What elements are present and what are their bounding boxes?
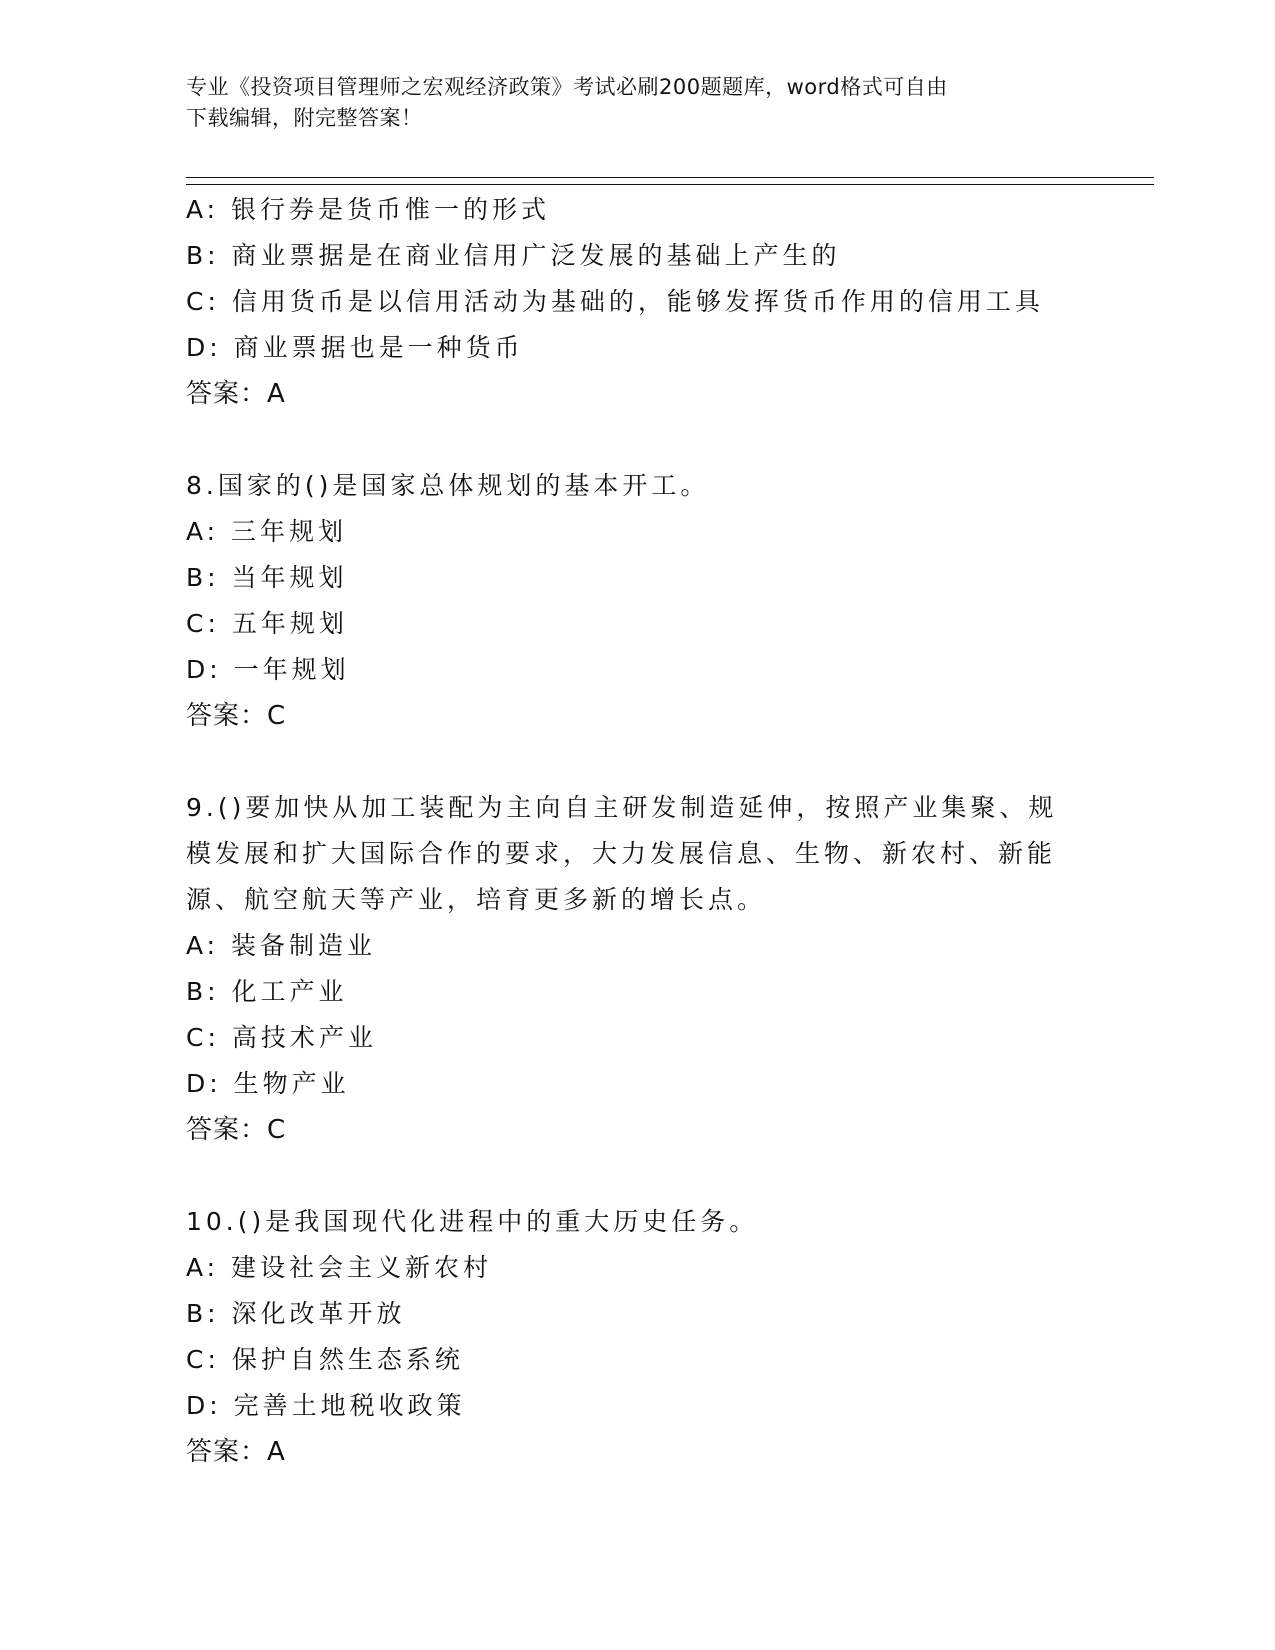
question-stem: 模发展和扩大国际合作的要求，大力发展信息、生物、新农村、新能 [186, 839, 1057, 868]
option-c: C: 高技术产业 [186, 1023, 377, 1052]
option-a: A: 装备制造业 [186, 931, 377, 960]
option-b: B: 深化改革开放 [186, 1299, 406, 1328]
spacer [186, 739, 1166, 785]
question-8 [186, 463, 1166, 739]
question-7-continued [186, 187, 1166, 417]
option-a: A: 建设社会主义新农村 [186, 1253, 493, 1282]
question-list [186, 187, 1166, 1475]
question-10 [186, 1199, 1166, 1475]
header-divider [186, 177, 1154, 185]
option-c: C: 信用货币是以信用活动为基础的，能够发挥货币作用的信用工具 [186, 287, 1044, 316]
header-line-1: 专业《投资项目管理师之宏观经济政策》考试必刷200题题库，word格式可自由 [186, 75, 948, 99]
option-b: B: 化工产业 [186, 977, 348, 1006]
document-header [186, 72, 1066, 134]
header-line-2: 下载编辑，附完整答案！ [186, 106, 423, 130]
option-d: D: 生物产业 [186, 1069, 350, 1098]
answer: 答案：C [186, 1115, 287, 1145]
option-b: B: 商业票据是在商业信用广泛发展的基础上产生的 [186, 241, 841, 270]
spacer [186, 417, 1166, 463]
option-d: D: 一年规划 [186, 655, 350, 684]
document-page [186, 0, 1166, 1650]
spacer [186, 1153, 1166, 1199]
answer: 答案：A [186, 1437, 286, 1467]
option-c: C: 保护自然生态系统 [186, 1345, 464, 1374]
answer: 答案：C [186, 701, 287, 731]
option-a: A: 三年规划 [186, 517, 348, 546]
question-stem: 9.()要加快从加工装配为主向自主研发制造延伸，按照产业集聚、规 [186, 793, 1058, 822]
question-stem: 8.国家的()是国家总体规划的基本开工。 [186, 471, 710, 500]
question-stem: 源、航空航天等产业，培育更多新的增长点。 [186, 885, 767, 914]
option-d: D: 商业票据也是一种货币 [186, 333, 524, 362]
question-stem: 10.()是我国现代化进程中的重大历史任务。 [186, 1207, 759, 1236]
option-a: A: 银行券是货币惟一的形式 [186, 195, 551, 224]
question-9 [186, 785, 1166, 1153]
option-d: D: 完善土地税收政策 [186, 1391, 466, 1420]
option-b: B: 当年规划 [186, 563, 348, 592]
option-c: C: 五年规划 [186, 609, 348, 638]
answer: 答案：A [186, 379, 286, 409]
